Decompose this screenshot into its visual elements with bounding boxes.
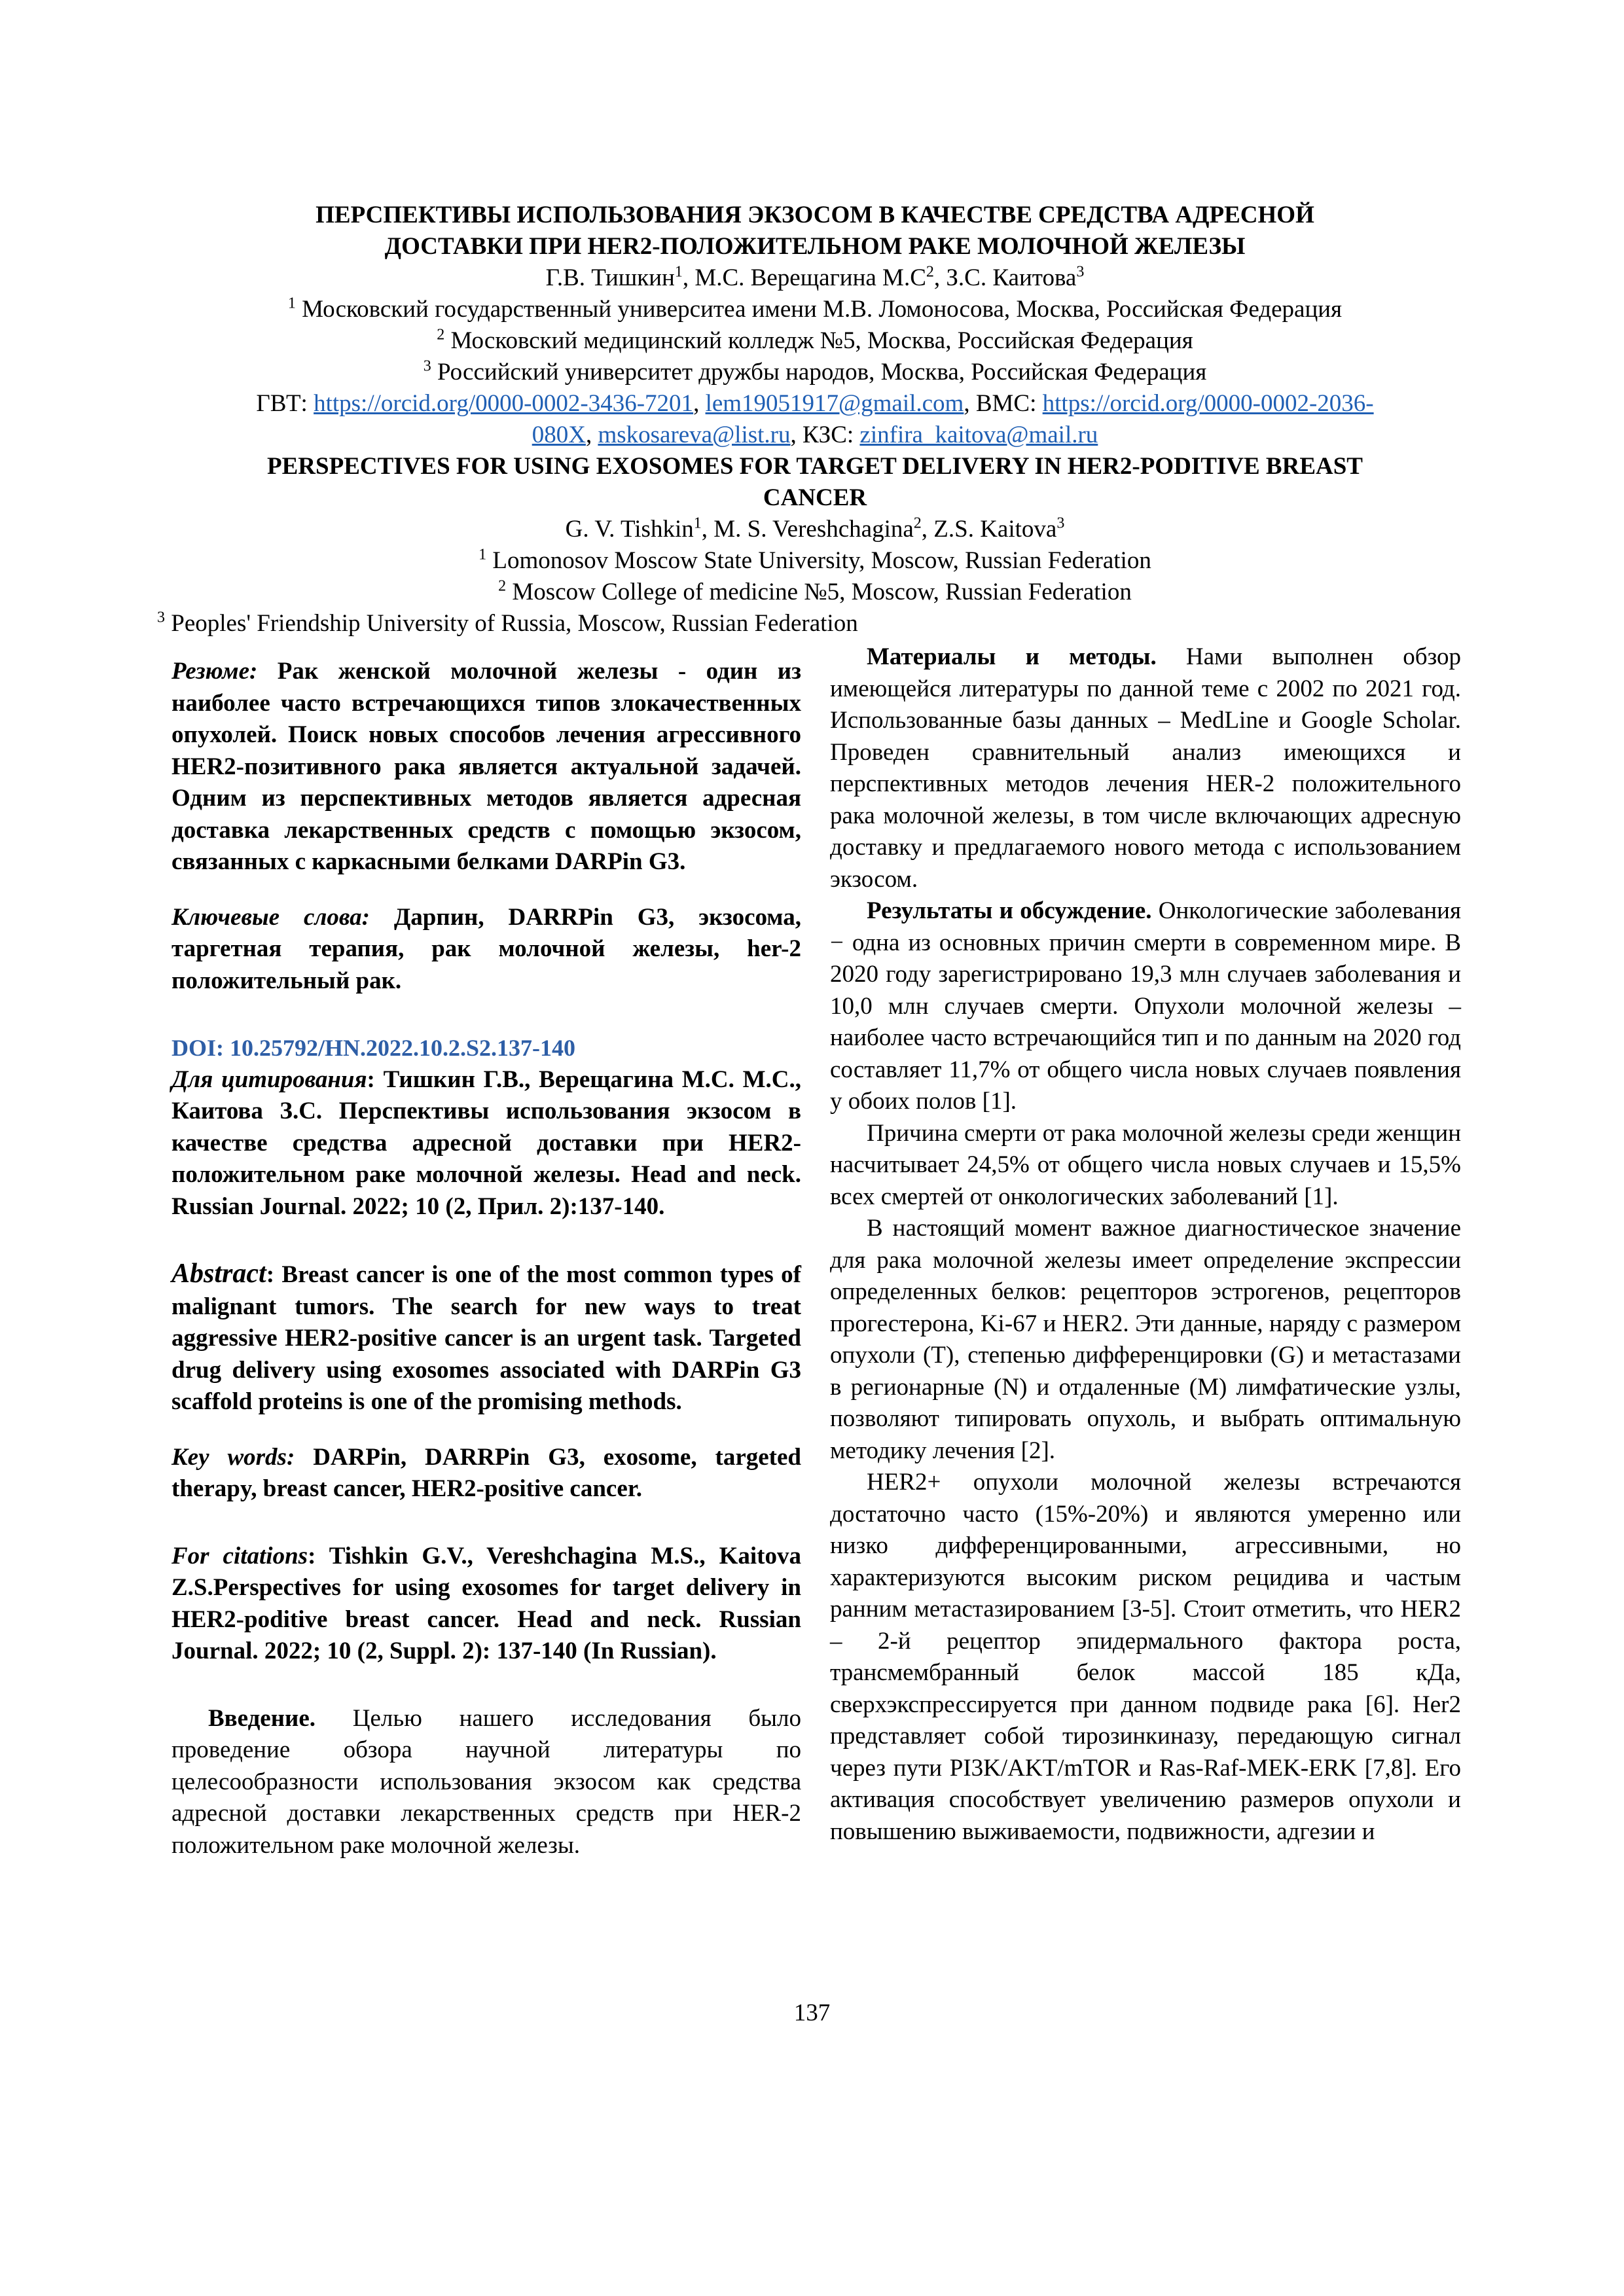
title-en-line1: PERSPECTIVES FOR USING EXOSOMES FOR TARGET DELIVERY IN HER2-PODITIVE BREAST <box>267 453 1363 480</box>
right-column <box>830 641 1461 1848</box>
intro-heading: Введение. <box>208 1704 316 1732</box>
resume-label: Резюме: <box>171 658 258 685</box>
author-ru-1: Г.В. Тишкин <box>545 264 675 291</box>
authors-en: G. V. Tishkin$^1$, M. S. Vereshchagina$^2$, Z.S. Kaitova$^3$ <box>565 514 1065 543</box>
vms-email-link[interactable]: mskosareva@list.ru <box>598 422 791 448</box>
results-section: Результаты и обсуждение. Онкологические заболевания − одна из основных причин смерти в современном мире. В 2020 году зарегистрировано 19,3 млн случаев заболевания и 10,0 млн случаев смерти. Опухоли молочной железы – наиболее часто встречающийся тип и по данным на 2020 год составляет 11,7% от общего числа новых случаев появления у обоих полов [1]. <box>830 897 1461 1115</box>
affiliation-ru-1: $^1$ Московский государственный университеа имени М.В. Ломоносова, Москва, Российская Федерация <box>287 295 1343 323</box>
resume-ru: Резюме: Рак женской молочной железы - один из наиболее часто встречающихся типов злокачественных опухолей. Поиск новых способов лечения агрессивного HER2-позитивного рака является актуальной задачей. Одним из перспективных методов является адресная доставка лекарственных средств с помощью экзосом, связанных с каркасными белками DARPin G3. <box>171 658 801 875</box>
contacts-line: ГВТ: https://orcid.org/0000-0002-3436-7201, lem19051917@gmail.com, ВМС: https://orcid.org/0000-0002-2036- 080X, mskosareva@list.ru, КЗС: zinfira_kaitova@mail.ru <box>256 390 1374 448</box>
affiliation-ru-3: $^3$ Российский университет дружбы народов, Москва, Российская Федерация <box>423 357 1207 386</box>
abstract-en: Abstract: Breast cancer is one of the most common types of malignant tumors. The search for new ways to treat aggressive HER2-positive cancer is an urgent task. Targeted drug delivery using exosomes associated with DARPin G3 scaffold proteins is one of the promising methods. <box>171 1259 801 1415</box>
keywords-en-label: Key words: <box>171 1443 295 1471</box>
vms-orcid-link[interactable]: https://orcid.org/0000-0002-2036- <box>1042 390 1374 417</box>
page-number: 137 <box>793 2000 831 2026</box>
keywords-en: Key words: DARPin, DARRPin G3, exosome, targeted therapy, breast cancer, HER2-positive cancer. <box>171 1443 801 1502</box>
gvt-orcid-link[interactable]: https://orcid.org/0000-0002-3436-7201 <box>314 390 694 417</box>
citation-en-label: For citations <box>171 1542 308 1570</box>
citation-en: For citations: Tishkin G.V., Vereshchagina M.S., Kaitova Z.S.Perspectives for using exosomes for target delivery in HER2-poditive breast cancer. Head and neck. Russian Journal. 2022; 10 (2, Suppl. 2): 137-140 (In Russian). <box>171 1542 801 1664</box>
authors-ru: Г.В. Тишкин$^1$, М.С. Верещагина $М.С^2$, З.С. Каитова$^3$ <box>545 263 1085 291</box>
author-en-3: Z.S. Kaitova <box>933 516 1057 543</box>
title-ru-line2: ДОСТАВКИ ПРИ HER2-ПОЛОЖИТЕЛЬНОМ РАКЕ МОЛОЧНОЙ ЖЕЛЕЗЫ <box>384 233 1246 260</box>
article-header <box>157 200 1473 639</box>
affiliation-en-2: $^2$ Moscow College of medicine №5, Moscow, Russian Federation <box>498 577 1132 605</box>
author-ru-3: З.С. Каитова <box>946 264 1077 291</box>
methods-section: Материалы и методы. Нами выполнен обзор имеющейся литературы по данной теме с 2002 по 2021 год. Использованные базы данных – MedLine и Google Scholar. Проведен сравнительный анализ имеющихся и перспективных методов лечения HER-2 положительного рака молочной железы, в том числе включающих адресную доставку и предлагаемого нового метода с использованием экзосом. <box>830 643 1461 893</box>
gvt-email-link[interactable]: lem19051917@gmail.com <box>705 390 964 417</box>
results-heading: Результаты и обсуждение. <box>867 897 1152 924</box>
author-en-2: M. S. Vereshchagina <box>713 516 914 543</box>
paragraph-her2: HER2+ опухоли молочной железы встречаются достаточно часто (15%-20%) и являются умеренно или низко дифференцированными, агрессивными, но характеризуются высоким риском рецидива и частым ранним метастазированием [3-5]. Стоит отметить, что HER2 – 2-й рецептор эпидермального фактора роста, трансмембранный белок массой 185 кДа, сверхэкспрессируется при данном подвиде рака [6]. Her2 представляет собой тирозинкиназу, передающую сигнал через пути PI3K/AKT/mTOR и Ras-Raf-MEK-ERK [7,8]. Его активация способствует увеличению размеров опухоли и повышению выживаемости, подвижности, адгезии и <box>830 1469 1461 1845</box>
vms-orcid-link-cont[interactable]: 080X <box>532 422 586 448</box>
citation-ru-label: Для цитирования <box>171 1066 367 1093</box>
citation-ru: Для цитирования: Тишкин Г.В., Верещагина М.С. М.С., Каитова З.С. Перспективы использования экзосом в качестве средства адресной доставки при HER2-положительном раке молочной железы. Head and neck. Russian Journal. 2022; 10 (2, Прил. 2):137-140. <box>171 1066 801 1220</box>
kzs-email-link[interactable]: zinfira_kaitova@mail.ru <box>859 422 1098 448</box>
paragraph-mortality: Причина смерти от рака молочной железы среди женщин насчитывает 24,5% от общего числа новых случаев и 15,5% всех смертей от онкологических заболеваний [1]. <box>830 1119 1461 1210</box>
keywords-ru-label: Ключевые слова: <box>171 903 370 931</box>
author-en-1: G. V. Tishkin <box>565 516 694 543</box>
methods-heading: Материалы и методы. <box>867 643 1157 670</box>
title-en-line2: CANCER <box>763 484 867 511</box>
affiliation-en-1: $^1$ Lomonosov Moscow State University, Moscow, Russian Federation <box>478 546 1151 574</box>
author-ru-2: М.С. Верещагина М.С <box>695 264 926 291</box>
left-column <box>171 641 801 1861</box>
doi-link[interactable]: DOI: 10.25792/HN.2022.10.2.S2.137-140 <box>171 1035 576 1061</box>
affiliation-en-3: $^3$ Peoples' Friendship University of Russia, Moscow, Russian Federation <box>157 609 858 637</box>
affiliation-ru-2: $^2$ Московский медицинский колледж №5, Москва, Российская Федерация <box>437 326 1193 354</box>
title-ru-line1: ПЕРСПЕКТИВЫ ИСПОЛЬЗОВАНИЯ ЭКЗОСОМ В КАЧЕСТВЕ СРЕДСТВА АДРЕСНОЙ <box>316 202 1314 228</box>
keywords-ru: Ключевые слова: Дарпин, DARRPin G3, экзосома, таргетная терапия, рак молочной железы, her-2 положительный рак. <box>171 903 801 994</box>
paragraph-diagnostics: В настоящий момент важное диагностическое значение для рака молочной железы имеет определение экспрессии определенных белков: рецепторов эстрогенов, рецепторов прогестерона, Ki-67 и HER2. Эти данные, наряду с размером опухоли (T), степенью дифференцировки (G) и метастазами в регионарные (N) и отдаленные (M) лимфатические узлы, позволяют типировать опухоль, и выбрать оптимальную методику лечения [2]. <box>830 1215 1461 1464</box>
intro-section: Введение. Целью нашего исследования было проведение обзора научной литературы по целесообразности использования экзосом как средства адресной доставки лекарственных средств при HER-2 положительном раке молочной железы. <box>171 1704 801 1859</box>
abstract-label: Abstract <box>171 1259 266 1289</box>
